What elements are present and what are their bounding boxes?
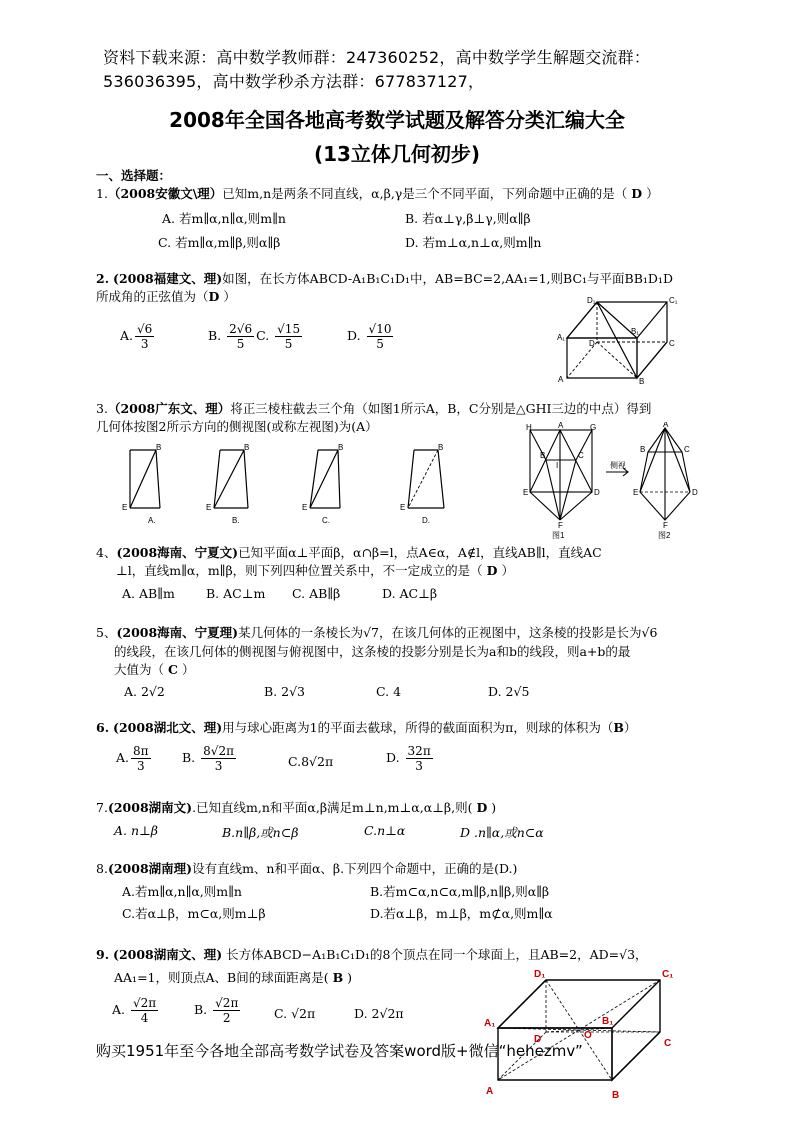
q2-c-label: C.	[256, 328, 270, 343]
q1-source: （2008安徽文\理）	[107, 186, 223, 201]
q2-fig-label-a: A	[558, 375, 564, 384]
q6-close: ）	[623, 720, 637, 735]
q9-a-label: A.	[112, 1002, 126, 1017]
q4-option-d: D. AC⊥β	[382, 586, 438, 601]
q7-option-c: C.n⊥α	[364, 823, 406, 838]
q9-fig-label-b1: B₁	[602, 1016, 614, 1027]
q8-option-c: C.若α⊥β，m⊂α,则m⊥β	[122, 906, 266, 921]
q3-fig1-label-d: D	[594, 488, 600, 497]
q6-b-num: 8√2π	[203, 744, 234, 758]
q2-cuboid-figure	[555, 294, 705, 386]
q3-fig2-label-f: F	[663, 521, 668, 530]
q2-fig-label-b1: B₁	[631, 327, 640, 336]
q9-cuboid-figure	[484, 966, 684, 1102]
q2-b-label: B.	[208, 328, 222, 343]
q9-a-den: 4	[140, 1011, 149, 1025]
q2-close: ）	[223, 289, 236, 304]
q3-view-a-label-b: B	[156, 444, 162, 452]
q3-fig2-label-b: B	[640, 445, 646, 454]
q3-view-b-label-b: B	[244, 444, 250, 452]
q4-text-2: ⊥l，直线m∥α，m∥β，则下列四种位置关系中，不一定成立的是（	[116, 563, 483, 578]
q3-view-a-label-e: E	[122, 503, 128, 512]
q2-fig-label-d1: D₁	[587, 296, 596, 305]
question-3-stem	[96, 401, 651, 417]
q6-option-c: C.8√2π	[288, 754, 334, 769]
q4-close: ）	[501, 563, 515, 578]
q9-b-num: √2π	[215, 996, 239, 1010]
q2-c-num: √15	[277, 322, 301, 336]
question-1-stem	[96, 186, 659, 202]
page-subtitle: (13立体几何初步)	[313, 142, 481, 166]
q8-source: (2008湖南理)	[107, 861, 193, 876]
q9-option-a	[112, 996, 160, 1025]
q3-view-c-label-e: E	[302, 503, 308, 512]
q3-fig1-label-h: H	[526, 423, 532, 432]
q5-answer: C	[168, 662, 178, 677]
q4-option-b: B. AC⊥m	[206, 586, 266, 601]
question-2-stem-2	[96, 289, 236, 305]
question-8-stem	[96, 861, 517, 877]
q3-option-d: D.	[422, 516, 430, 525]
q9-fig-label-a1: A₁	[484, 1018, 496, 1029]
q3-source: （2008广东文、理）	[107, 401, 231, 416]
q4-text: 已知平面α⊥平面β，α∩β=l，点A∈α，A∉l，直线AB∥l，直线AC	[238, 545, 602, 560]
q9-a-num: √2π	[133, 996, 157, 1010]
q3-fig1-label-b: B	[540, 451, 546, 460]
q2-c-den: 5	[284, 337, 293, 351]
question-4-stem	[96, 545, 602, 561]
q3-fig1-label-f: F	[558, 521, 563, 530]
question-3-stem-2: 几何体按图2所示方向的侧视图(或称左视图)为(A）	[96, 419, 378, 434]
q3-view-d-label-e: E	[400, 503, 406, 512]
q5-number: 5、	[96, 625, 117, 640]
q3-option-b: B.	[232, 516, 240, 525]
q3-fig2-label-e: E	[633, 488, 639, 497]
q1-answer: D	[631, 186, 643, 201]
q1-option-d: D. 若m⊥α,n⊥α,则m∥n	[405, 235, 542, 250]
q4-answer: D	[486, 563, 498, 578]
q2-fig-label-a1: A₁	[557, 333, 566, 342]
q7-number: 7.	[96, 800, 108, 815]
section-heading: 一、选择题：	[96, 168, 172, 183]
q7-option-a: A. n⊥β	[114, 823, 159, 838]
q6-b-den: 3	[214, 759, 223, 773]
q3-text: 将正三棱柱截去三个角（如图1所示A，B，C分别是△GHI三边的中点）得到	[230, 401, 652, 416]
q3-number: 3.	[96, 401, 108, 416]
q6-a-den: 3	[136, 759, 145, 773]
q2-text: 如图，在长方体ABCD-A₁B₁C₁D₁中，AB=BC=2,AA₁=1,则BC₁与平面BB₁D₁D	[222, 271, 673, 286]
q3-view-c-label-b: B	[338, 444, 344, 452]
q3-side-views	[118, 444, 478, 530]
q9-fig-label-b: B	[612, 1090, 620, 1101]
q5-option-a: A. 2√2	[124, 684, 165, 699]
q2-fig-label-b: B	[639, 377, 645, 386]
question-5-stem-2: 的线段，在该几何体的侧视图与俯视图中，这条棱的投影分别是长为a和b的线段，则a+b的最	[114, 644, 631, 659]
header-line-1: 资料下载来源：高中数学教师群：247360252，高中数学学生解题交流群：	[103, 48, 651, 67]
q5-option-b: B. 2√3	[264, 684, 306, 699]
page-title: 2008年全国各地高考数学试题及解答分类汇编大全	[169, 108, 625, 132]
q9-fig-label-c: C	[664, 1038, 672, 1049]
q6-d-num: 32π	[407, 744, 431, 758]
q2-text-2: 所成角的正弦值为（	[96, 289, 209, 304]
q3-fig1-label-i: I	[556, 461, 559, 470]
q3-figures	[520, 422, 710, 542]
question-7-stem	[96, 800, 496, 816]
q2-answer: D	[208, 289, 220, 304]
q2-fig-label-d: D	[589, 339, 595, 348]
q9-b-den: 2	[222, 1011, 231, 1025]
q7-close: )	[491, 800, 497, 815]
q3-option-a: A.	[148, 516, 156, 525]
q3-fig1-label-c: C	[578, 451, 584, 460]
q6-d-den: 3	[415, 759, 423, 773]
q3-fig2-label-d: D	[692, 488, 698, 497]
q6-a-num: 8π	[133, 744, 149, 758]
q9-fig-label-c1: C₁	[662, 969, 674, 980]
q6-d-label: D.	[386, 750, 400, 765]
q7-source: (2008湖南文)	[107, 800, 193, 815]
q2-a-den: 3	[140, 337, 149, 351]
q7-answer: D	[476, 800, 488, 815]
q9-fig-label-d1: D₁	[534, 969, 546, 980]
q8-option-b: B.若m⊂α,n⊂α,m∥β,n∥β,则α∥β	[370, 884, 550, 899]
question-6-stem	[96, 720, 636, 736]
q2-a-num: √6	[137, 322, 153, 336]
q4-number: 4、	[96, 545, 117, 560]
q2-number: 2.	[96, 271, 110, 286]
q9-text-2: AA₁=1，则顶点A、B间的球面距离是(	[114, 970, 329, 985]
q1-option-c: C. 若m∥α,m∥β,则α∥β	[158, 235, 281, 250]
q3-option-c: C.	[322, 516, 330, 525]
q3-fig1-label-g: G	[590, 423, 597, 432]
question-4-stem-2	[116, 563, 514, 579]
q2-option-a	[120, 322, 156, 351]
q2-b-num: 2√6	[229, 322, 253, 336]
q1-number: 1.	[96, 186, 108, 201]
q2-fig-label-c: C	[669, 339, 675, 348]
q9-fig-label-a: A	[486, 1086, 494, 1097]
q2-b-den: 5	[236, 337, 245, 351]
q6-option-b	[182, 744, 238, 773]
q9-number: 9.	[96, 947, 110, 962]
q9-option-b	[194, 996, 242, 1025]
q3-fig2-caption: 图2	[658, 531, 671, 540]
q2-d-num: √10	[368, 322, 392, 336]
q6-option-a	[116, 744, 153, 773]
q5-option-c: C. 4	[376, 684, 402, 699]
q5-close: ）	[181, 662, 195, 677]
q2-d-den: 5	[376, 337, 384, 351]
q5-source: (2008海南、宁夏理)	[116, 625, 239, 640]
q6-a-label: A.	[116, 750, 130, 765]
q8-text: 设有直线m、n和平面α、β.下列四个命题中，正确的是(D.)	[192, 861, 518, 876]
q9-fig-label-d: D	[534, 1034, 542, 1045]
q5-text-3: 大值为（	[114, 662, 165, 677]
q3-side-view-label: 侧视	[610, 461, 626, 470]
question-2-stem	[96, 271, 673, 287]
q1-option-b: B. 若α⊥γ,β⊥γ,则α∥β	[405, 211, 531, 226]
q9-source: (2008湖南文、理)	[113, 947, 223, 962]
q2-d-label: D.	[347, 328, 361, 343]
q3-fig1-label-e: E	[523, 488, 529, 497]
question-9-stem-2	[114, 970, 352, 986]
q3-fig2-label-a: A	[663, 422, 669, 429]
q6-number: 6.	[96, 720, 110, 735]
q7-text: .已知直线m,n和平面α,β满足m⊥n,m⊥α,α⊥β,则(	[192, 800, 473, 815]
q3-view-b-label-e: E	[206, 503, 212, 512]
q6-option-d	[386, 744, 435, 773]
q2-option-b	[208, 322, 304, 351]
q5-option-d: D. 2√5	[488, 684, 530, 699]
question-5-stem	[96, 625, 657, 641]
q6-b-label: B.	[182, 750, 196, 765]
q1-option-a: A. 若m∥α,n∥α,则m∥n	[162, 211, 286, 226]
question-5-stem-3	[114, 662, 194, 678]
q4-source: (2008海南、宁夏文)	[116, 545, 239, 560]
q6-answer: B	[613, 720, 624, 735]
q8-option-a: A.若m∥α,n∥α,则m∥n	[122, 884, 242, 899]
footer-note: 购买1951年至今各地全部高考数学试卷及答案word版+微信“hehezmv”	[96, 1042, 583, 1060]
question-9-stem	[96, 947, 648, 963]
q5-text: 某几何体的一条棱长为√7，在该几何体的正视图中，这条棱的投影是长为√6	[238, 625, 658, 640]
q7-option-b: B.n∥β,或n⊂β	[222, 825, 299, 840]
header-line-2: 536036395，高中数学秒杀方法群：677837127，	[103, 72, 485, 91]
q8-option-d: D.若α⊥β，m⊥β，m⊄α,则m∥α	[370, 906, 553, 921]
q9-fig-label-o: O	[584, 1030, 592, 1041]
q2-fig-label-c1: C₁	[669, 296, 678, 305]
q9-b-label: B.	[194, 1002, 208, 1017]
q2-source: (2008福建文、理)	[113, 271, 223, 286]
q3-fig1-caption: 图1	[552, 531, 565, 540]
q4-option-a: A. AB∥m	[122, 586, 175, 601]
q7-option-d: D .n∥α,或n⊂α	[460, 825, 544, 840]
q9-text: 长方体ABCD−A₁B₁C₁D₁的8个顶点在同一个球面上，且AB=2，AD=√3，	[226, 947, 648, 962]
q2-option-d	[347, 322, 395, 351]
q3-fig1-label-a: A	[558, 422, 564, 430]
q3-fig2-label-c: C	[684, 445, 690, 454]
q1-close: ）	[646, 186, 659, 201]
q9-option-d: D. 2√2π	[354, 1006, 404, 1021]
q2-a-label: A.	[120, 328, 134, 343]
q9-option-c: C. √2π	[274, 1006, 316, 1021]
q4-option-c: C. AB∥β	[292, 586, 341, 601]
q8-number: 8.	[96, 861, 108, 876]
q9-answer: B	[332, 970, 344, 985]
q1-text: 已知m,n是两条不同直线，α,β,γ是三个不同平面，下列命题中正确的是（	[222, 186, 628, 201]
q6-text: 用与球心距离为1的平面去截球，所得的截面面积为π，则球的体积为（	[222, 720, 614, 735]
q3-view-d-label-b: B	[438, 444, 444, 452]
q9-close: )	[347, 970, 353, 985]
q6-source: (2008湖北文、理)	[113, 720, 223, 735]
